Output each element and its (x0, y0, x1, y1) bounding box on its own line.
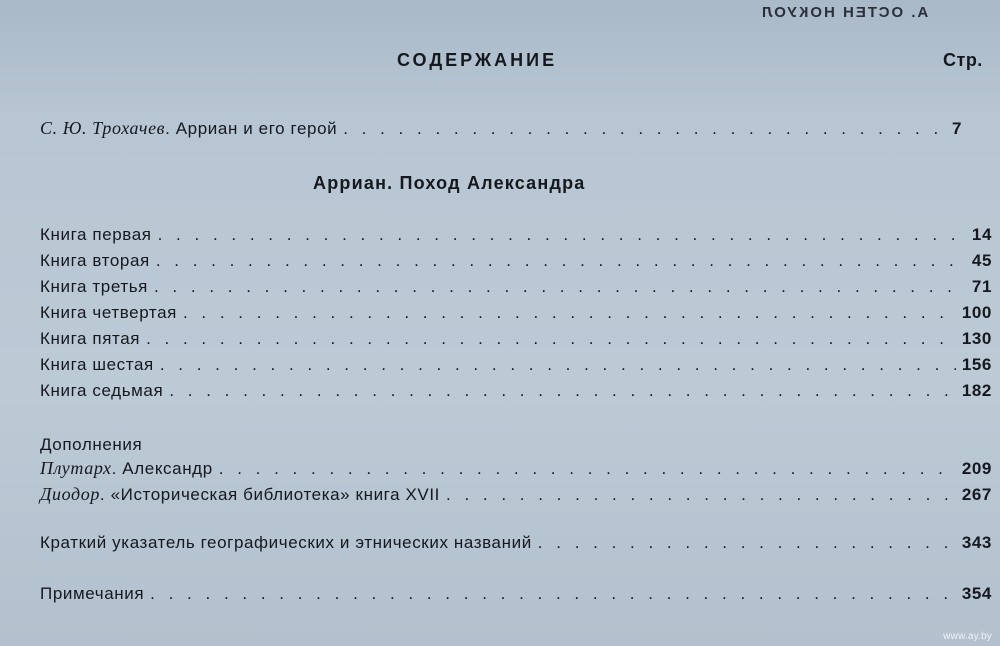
dot-leader (219, 459, 956, 479)
toc-title: Книга первая (40, 225, 152, 244)
toc-page-number: 267 (961, 485, 992, 504)
toc-page-number: 130 (961, 329, 992, 348)
toc-page-number: 156 (961, 355, 992, 374)
dot-leader (160, 355, 956, 375)
dot-leader (150, 584, 956, 604)
top-cut-text: А. ОСТЕН НОКУОЛ (760, 4, 929, 21)
dot-leader (158, 225, 966, 245)
supplements-heading (40, 435, 142, 455)
toc-author: С. Ю. Трохачев (40, 118, 166, 138)
toc-author: Диодор (40, 484, 100, 504)
toc-title: Краткий указатель географических и этнических названий (40, 533, 532, 552)
dot-leader (154, 277, 966, 297)
toc-entry-book (40, 329, 992, 349)
toc-title: . Александр (111, 459, 213, 478)
toc-page-number: 182 (961, 381, 992, 400)
toc-title: Книга вторая (40, 251, 150, 270)
dot-leader (343, 119, 946, 139)
toc-title: Книга четвертая (40, 303, 177, 322)
section-title: Арриан. Поход Александра (313, 173, 586, 193)
toc-page-number: 100 (961, 303, 992, 322)
toc-page-number: 209 (961, 459, 992, 478)
toc-author: Плутарх (40, 458, 112, 478)
toc-title: Книга третья (40, 277, 148, 296)
dot-leader (538, 533, 956, 553)
toc-page-number: 45 (971, 251, 992, 270)
supplements-heading-text: Дополнения (40, 435, 143, 454)
toc-page-number: 343 (961, 533, 992, 552)
dot-leader (146, 329, 956, 349)
toc-entry-book (40, 225, 992, 245)
toc-entry-intro (40, 118, 962, 139)
toc-entry-supplement (40, 458, 992, 479)
toc-entry-book (40, 381, 992, 401)
toc-entry-index (40, 533, 992, 553)
page-column-header: Стр. (943, 50, 983, 70)
dot-leader (169, 381, 956, 401)
toc-entry-supplement (40, 484, 992, 505)
toc-title: Книга пятая (40, 329, 141, 348)
dot-leader (446, 485, 956, 505)
toc-title: Примечания (40, 584, 145, 603)
toc-entry-book (40, 277, 992, 297)
toc-title: Книга шестая (40, 355, 154, 374)
toc-entry-notes (40, 584, 992, 604)
contents-title: СОДЕРЖАНИЕ (397, 50, 558, 70)
toc-page-number: 7 (951, 119, 962, 138)
toc-title: . Арриан и его герой (165, 119, 338, 138)
toc-page-number: 14 (971, 225, 992, 244)
toc-page-number: 71 (971, 277, 992, 296)
dot-leader (183, 303, 956, 323)
toc-entry-book (40, 355, 992, 375)
toc-entry-book (40, 303, 992, 323)
toc-entry-book (40, 251, 992, 271)
watermark: www.ay.by (943, 631, 992, 642)
dot-leader (156, 251, 966, 271)
toc-title: . «Историческая библиотека» книга XVII (99, 485, 440, 504)
toc-page-number: 354 (961, 584, 992, 603)
toc-title: Книга седьмая (40, 381, 164, 400)
